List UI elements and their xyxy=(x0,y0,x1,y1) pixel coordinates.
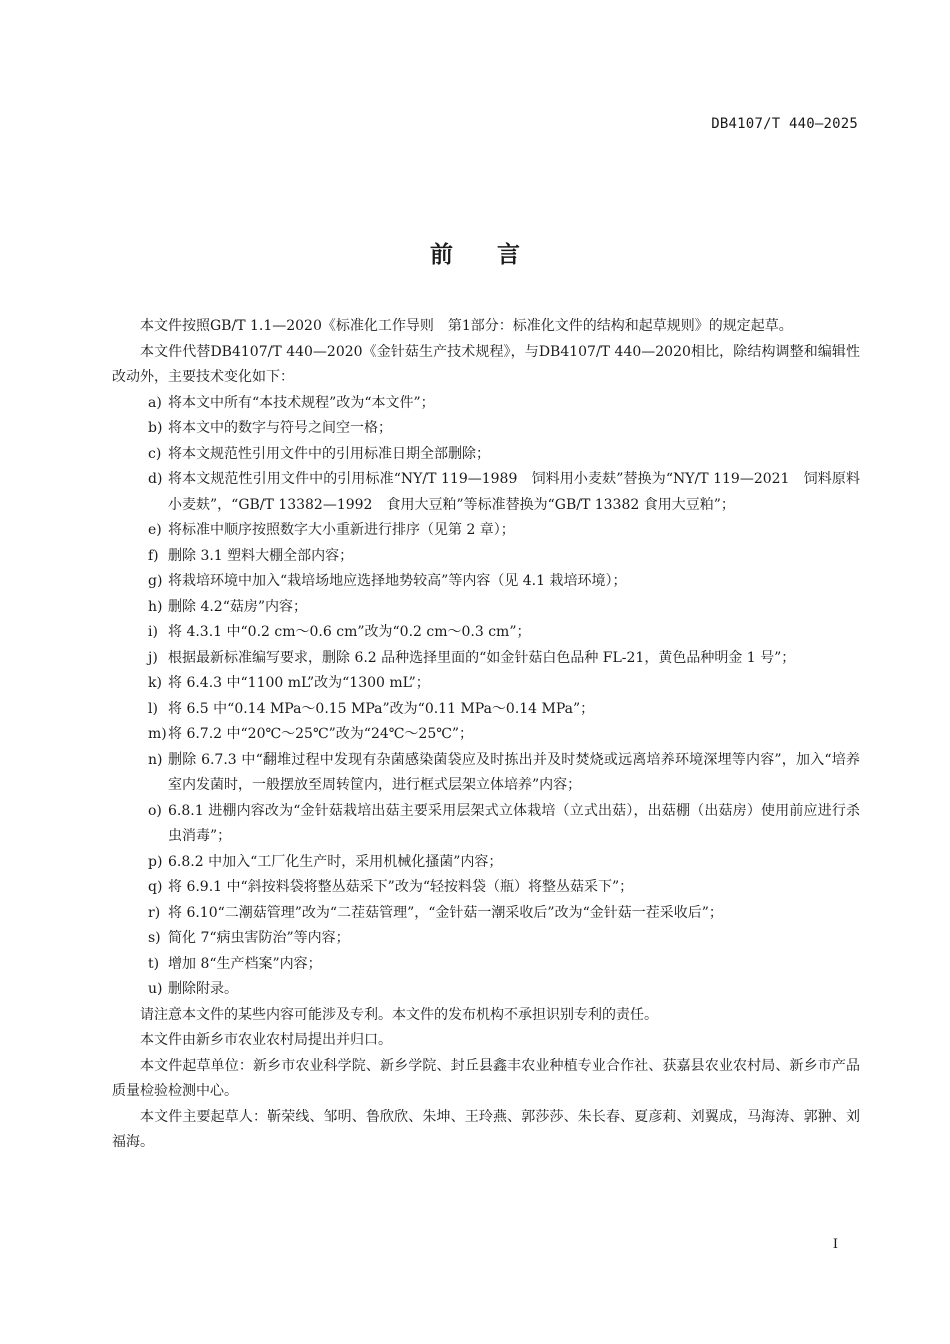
list-item-text: 增加 8“生产档案”内容； xyxy=(168,955,322,972)
list-item xyxy=(112,620,860,646)
list-item xyxy=(112,544,860,570)
list-item-mark: g) xyxy=(148,573,163,589)
list-item-mark: s) xyxy=(148,930,161,946)
list-item xyxy=(112,518,860,544)
list-item-mark: p) xyxy=(148,853,163,870)
list-item xyxy=(112,671,860,697)
list-item xyxy=(112,748,860,799)
list-item-text: 将本文中的数字与符号之间空一格； xyxy=(168,420,392,436)
paragraph-replacement: 本文件代替DB4107/T 440—2020《金针菇生产技术规程》，与DB4107/T 440—2020相比，除结构调整和编辑性改动外，主要技术变化如下： xyxy=(112,343,860,385)
list-item-text: 将 6.5 中“0.14 MPa～0.15 MPa”改为“0.11 MPa～0.14 MPa”； xyxy=(168,700,595,717)
list-item-text: 删除 6.7.3 中“翻堆过程中发现有杂菌感染菌袋应及时拣出并及时焚烧或远离培养环境深埋等内容”，加入“培养室内发菌时，一般摆放至周转筐内，进行框式层架立体培养”内容； xyxy=(168,751,860,793)
change-list xyxy=(112,391,860,1003)
paragraph-patent-notice: 请注意本文件的某些内容可能涉及专利。本文件的发布机构不承担识别专利的责任。 xyxy=(140,1006,658,1023)
list-item-mark: j) xyxy=(148,649,158,666)
list-item xyxy=(112,926,860,952)
list-item xyxy=(112,722,860,748)
list-item-mark: h) xyxy=(148,598,163,615)
list-item xyxy=(112,467,860,518)
list-item-text: 根据最新标准编写要求，删除 6.2 品种选择里面的“如金针菇白色品种 FL-21，黄色品种明金 1 号”； xyxy=(168,649,796,666)
list-item xyxy=(112,569,860,595)
list-item-text: 将 6.10“二潮菇管理”改为“二茬菇管理”，“金针菇一潮采收后”改为“金针菇一茬采收后”； xyxy=(168,904,723,921)
list-item xyxy=(112,416,860,442)
list-item xyxy=(112,595,860,621)
list-item-mark: i) xyxy=(148,624,158,640)
list-item-mark: m) xyxy=(148,726,167,742)
paragraph-drafting-basis: 本文件按照GB/T 1.1—2020《标准化工作导则 第1部分：标准化文件的结构和起草规则》的规定起草。 xyxy=(140,318,793,334)
list-item xyxy=(112,952,860,978)
list-item-mark: l) xyxy=(148,700,158,717)
list-item-mark: c) xyxy=(148,445,162,462)
list-item xyxy=(112,977,860,1003)
list-item-text: 将 4.3.1 中“0.2 cm～0.6 cm”改为“0.2 cm～0.3 cm”； xyxy=(168,624,531,640)
list-item-text: 将标准中顺序按照数字大小重新进行排序（见第 2 章）； xyxy=(168,522,515,538)
list-item-mark: f) xyxy=(148,547,159,564)
list-item-text: 将 6.4.3 中“1100 mL”改为“1300 mL”； xyxy=(168,675,430,691)
list-item xyxy=(112,901,860,927)
list-item-text: 删除 4.2“菇房”内容； xyxy=(168,598,308,615)
list-item-mark: b) xyxy=(148,420,163,436)
page-title: 前言 xyxy=(430,242,564,268)
list-item xyxy=(112,697,860,723)
list-item-mark: o) xyxy=(148,802,162,819)
list-item-mark: n) xyxy=(148,751,163,768)
paragraph-drafting-units: 本文件起草单位：新乡市农业科学院、新乡学院、封丘县鑫丰农业种植专业合作社、获嘉县农业农村局、新乡市产品质量检验检测中心。 xyxy=(112,1057,860,1099)
list-item xyxy=(112,646,860,672)
list-item-mark: q) xyxy=(148,879,163,895)
list-item-text: 6.8.1 进棚内容改为“金针菇栽培出菇主要采用层架式立体栽培（立式出菇），出菇棚（出菇房）使用前应进行杀虫消毒”； xyxy=(168,802,860,844)
list-item xyxy=(112,799,860,850)
list-item xyxy=(112,875,860,901)
list-item xyxy=(112,850,860,876)
list-item-text: 将本文中所有“本技术规程”改为“本文件”； xyxy=(168,394,435,411)
list-item-text: 将本文规范性引用文件中的引用标准日期全部删除； xyxy=(168,445,490,462)
list-item-mark: d) xyxy=(148,471,163,487)
list-item-text: 简化 7“病虫害防治”等内容； xyxy=(168,930,350,946)
list-item xyxy=(112,442,860,468)
list-item-text: 删除 3.1 塑料大棚全部内容； xyxy=(168,547,354,564)
list-item-text: 将栽培环境中加入“栽培场地应选择地势较高”等内容（见 4.1 栽培环境）； xyxy=(168,573,627,589)
list-item-mark: a) xyxy=(148,394,162,411)
list-item-mark: u) xyxy=(148,981,163,997)
list-item-text: 将 6.7.2 中“20℃～25℃”改为“24℃～25℃”； xyxy=(168,726,474,742)
paragraph-drafters: 本文件主要起草人：靳荣线、邹明、鲁欣欣、朱坤、王玲燕、郭莎莎、朱长春、夏彦莉、刘翼成，马海涛、郭翀、刘福海。 xyxy=(112,1108,860,1150)
list-item-text: 删除附录。 xyxy=(168,981,238,997)
list-item xyxy=(112,391,860,417)
foreword-body xyxy=(112,314,860,1156)
document-number: DB4107/T 440—2025 xyxy=(711,116,858,132)
list-item-mark: e) xyxy=(148,522,162,538)
list-item-text: 6.8.2 中加入“工厂化生产时，采用机械化搔菌”内容； xyxy=(168,853,503,870)
list-item-text: 将本文规范性引用文件中的引用标准“NY/T 119—1989 饲料用小麦麸”替换为“NY/T 119—2021 饲料原料 小麦麸”，“GB/T 13382—1992 食用大豆粕”等标准替换为“GB/T 13382 食用大豆粕”； xyxy=(168,471,860,513)
page-number: I xyxy=(832,1237,838,1252)
list-item-mark: r) xyxy=(148,904,161,921)
list-item-mark: t) xyxy=(148,955,160,972)
list-item-mark: k) xyxy=(148,675,162,691)
paragraph-proposer: 本文件由新乡市农业农村局提出并归口。 xyxy=(140,1032,392,1048)
list-item-text: 将 6.9.1 中“斜按料袋将整丛菇采下”改为“轻按料袋（瓶）将整丛菇采下”； xyxy=(168,879,634,895)
